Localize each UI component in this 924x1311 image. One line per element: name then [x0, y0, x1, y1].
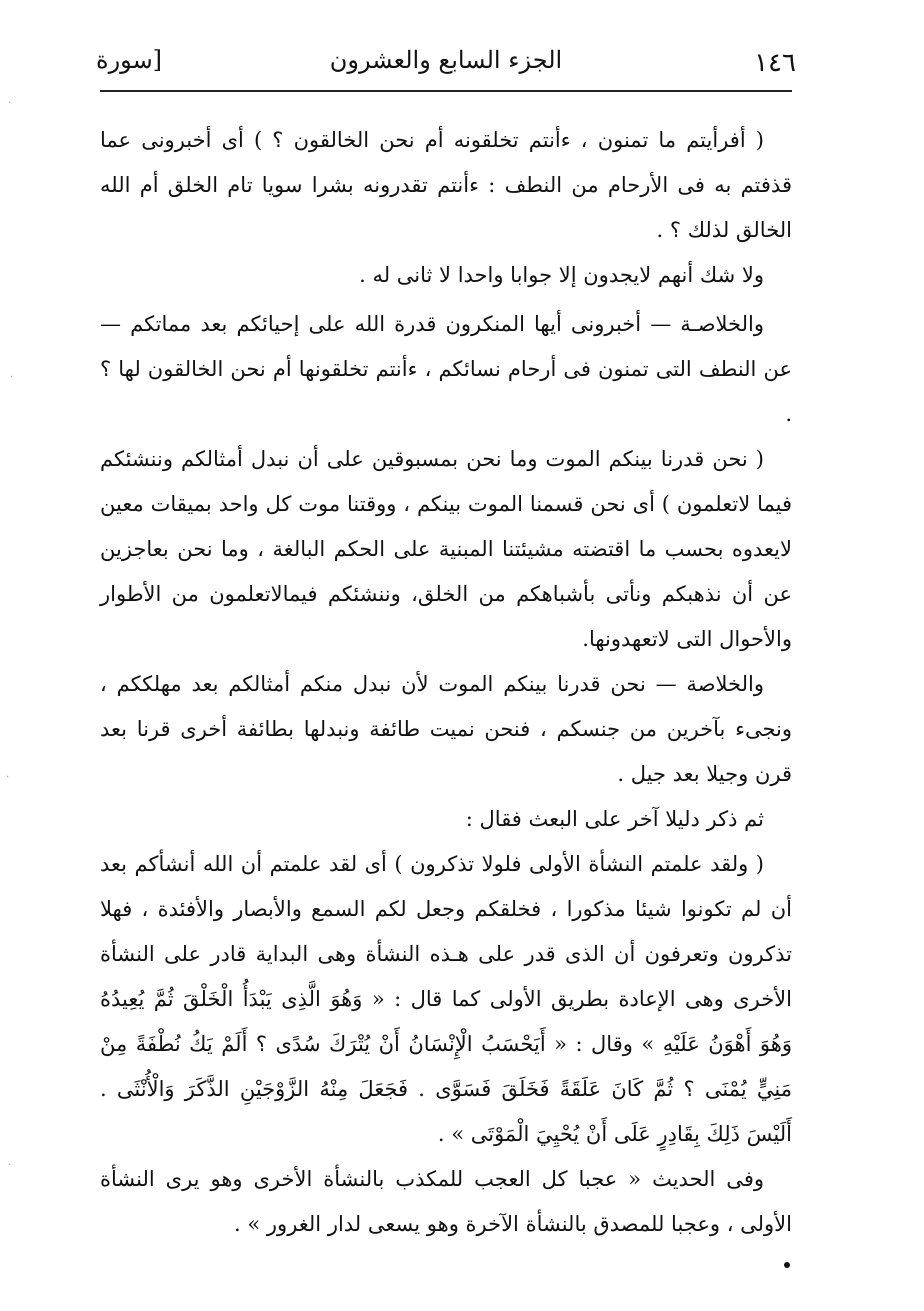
header-rule: [100, 90, 792, 92]
running-title: الجزء السابع والعشرون: [329, 46, 563, 74]
page-number: ١٤٦: [754, 48, 796, 78]
paragraph-verse-death: ( نحن قدرنا بينكم الموت وما نحن بمسبوقين على أن نبدل أمثالكم وننشئكم فيما لاتعلمون ) أى نحن قسمنا الموت بينكم ، ووقتنا موت كل واحد بميقات معين لايعدوه بحسب ما اقتضته مشيئتنا المبنية على الحكم البالغة ، وما نحن بعاجزين عن أن نذهبكم ونأتى بأشباهكم من الخلق، وننشئكم فيمالاتعلمون من الأطوار والأحوال التى لاتعهدونها.: [100, 447, 792, 651]
scan-speck: ·: [10, 372, 14, 383]
page-body: [100, 118, 792, 1247]
paragraph-summary-2: والخلاصة — نحن قدرنا بينكم الموت لأن نبدل منكم أمثالكم بعد مهلككم ، ونجىء بآخرين من جنسكم ، فنحن نميت طائفة ونبدلها بطائفة أخرى قرنا بعد قرن وجيلا بعد جيل .: [100, 672, 792, 786]
paragraph-verse-semen: ( أفرأيتم ما تمنون ، ءأنتم تخلقونه أم نحن الخالقون ؟ ) أى أخبرونى عما قذفتم به فى الأرحام من النطف : ءأنتم تقدرونه بشرا سويا تام الخلق أم الله الخالق لذلك ؟ .: [100, 128, 792, 242]
paragraph-hadith: وفى الحديث « عجبا كل العجب للمكذب بالنشأة الأخرى وهو يرى النشأة الأولى ، وعجبا للمصدق بالنشأة الآخرة وهو يسعى لدار الغرور » .: [100, 1167, 792, 1236]
scan-speck: ·: [6, 772, 10, 783]
surah-label: [سورة: [96, 46, 163, 74]
paragraph-verse-first-creation: ( ولقد علمتم النشأة الأولى فلولا تذكرون ) أى لقد علمتم أن الله أنشأكم بعد أن لم تكونوا شيئا مذكورا ، فخلقكم وجعل لكم السمع والأبصار والأفئدة ، فهلا تذكرون وتعرفون أن الذى قدر على هـذه النشأة وهى البداية قادر على النشأة الأخرى وهى الإعادة بطريق الأولى كما قال : « وَهُوَ الَّذِى يَبْدَأُ الْخَلْقَ ثُمَّ يُعِيدُهُ وَهُوَ أَهْوَنُ عَلَيْهِ » وقال : « أَيَحْسَبُ الْإِنْسَانُ أَنْ يُتْرَكَ سُدًى ؟ أَلَمْ يَكُ نُطْفَةً مِنْ مَنِيٍّ يُمْنَى ؟ ثُمَّ كَانَ عَلَقَةً فَخَلَقَ فَسَوَّى . فَجَعَلَ مِنْهُ الزَّوْجَيْنِ الذَّكَرَ وَالْأُنْثَى . أَلَيْسَ ذَلِكَ بِقَادِرٍ عَلَى أَنْ يُحْيِيَ الْمَوْتَى » .: [100, 852, 792, 1146]
scan-speck: ·: [8, 98, 12, 109]
paragraph-no-doubt: ولا شك أنهم لايجدون إلا جوابا واحدا لا ثانى له .: [359, 263, 764, 287]
scan-speck: ·: [8, 1160, 12, 1171]
paragraph-summary-1: والخلاصـة — أخبرونى أيها المنكرون قدرة الله على إحيائكم بعد مماتكم — عن النطف التى تمنون فى أرحام نسائكم ، ءأنتم تخلقونها أم نحن الخالقون لها ؟ .: [100, 312, 792, 426]
paragraph-another-proof: ثم ذكر دليلا آخر على البعث فقال :: [465, 807, 764, 831]
page-header: [96, 40, 796, 88]
page-end-dot: [784, 1262, 790, 1268]
